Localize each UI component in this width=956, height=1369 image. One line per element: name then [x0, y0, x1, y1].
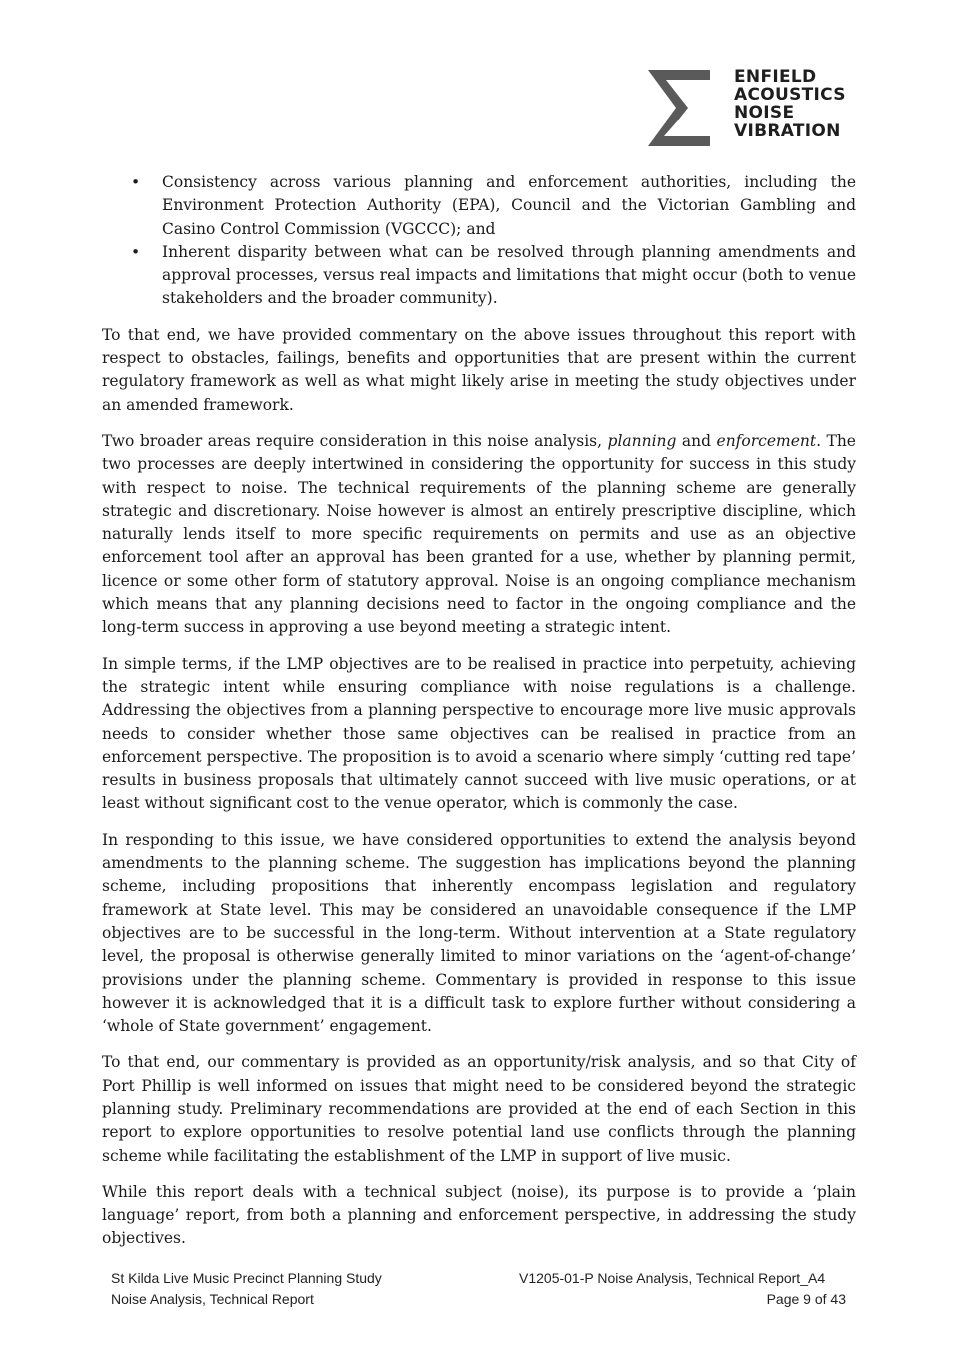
paragraph	[102, 430, 856, 640]
bullet-list	[102, 171, 856, 311]
paragraph: To that end, our commentary is provided as an opportunity/risk analysis, and so that City of Port Phillip is well informed on issues that might need to be considered beyond the strategic planning study. Preliminary recommendations are provided at the end of each Section in this report to explore opportunities to resolve potential land use conflicts through the planning scheme while facilitating the establishment of the LMP in support of live music.	[102, 1053, 856, 1165]
paragraph: While this report deals with a technical subject (noise), its purpose is to provide a ‘plain language’ report, from both a planning and enforcement perspective, in addressing the study objectives.	[102, 1182, 856, 1248]
company-logo	[648, 68, 848, 148]
paragraph: In responding to this issue, we have considered opportunities to extend the analysis beyond amendments to the planning scheme. The suggestion has implications beyond the planning scheme, including propositions that inherently encompass legislation and regulatory framework at State level. This may be considered an unavoidable consequence if the LMP objectives are to be successful in the long-term. Without intervention at a State regulatory level, the proposal is otherwise generally limited to minor variations on the ‘agent-of-change’ provisions under the planning scheme. Commentary is provided in response to this issue however it is acknowledged that it is a difficult task to explore further without considering a ‘whole of State government’ engagement.	[102, 830, 856, 1036]
footer-document-reference: V1205-01-P Noise Analysis, Technical Report_A4	[519, 1270, 826, 1286]
sigma-logo-icon	[648, 70, 718, 146]
footer-study-title: St Kilda Live Music Precinct Planning Study	[111, 1270, 382, 1286]
bullet-icon: •	[131, 242, 141, 261]
logo-line-4: VIBRATION	[734, 121, 841, 141]
paragraph-text: and	[676, 431, 717, 450]
footer-right	[519, 1268, 846, 1310]
logo-line-2: ACOUSTICS	[734, 85, 846, 105]
bullet-icon: •	[131, 173, 141, 191]
logo-line-1: ENFIELD	[734, 67, 817, 87]
logo-line-3: NOISE	[734, 103, 795, 123]
footer-report-title: Noise Analysis, Technical Report	[111, 1291, 314, 1307]
logo-wordmark	[734, 68, 846, 140]
paragraph-text: . The two processes are deeply intertwined in considering the opportunity for success in this study with respect to noise. The technical requirements of the planning scheme are generally strategic and discretionary. Noise however is almost an entirely prescriptive discipline, which naturally lends itself to more specific requirements on permits and use as an objective enforcement tool after an approval has been granted for a use, whether by planning permit, licence or some other form of statutory approval. Noise is an ongoing compliance mechanism which means that any planning decisions need to factor in the ongoing compliance and the long-term success in approving a use beyond meeting a strategic intent.	[102, 431, 856, 637]
paragraph: To that end, we have provided commentary on the above issues throughout this report with respect to obstacles, failings, benefits and opportunities that are present within the current regulatory framework as well as what might likely arise in meeting the study objectives under an amended framework.	[102, 325, 856, 414]
bullet-text: Consistency across various planning and enforcement authorities, including the Environment Protection Authority (EPA), Council and the Victorian Gambling and Casino Control Commission (VGCCC); and	[162, 173, 856, 238]
footer-page-number: Page 9 of 43	[766, 1291, 846, 1307]
paragraph: In simple terms, if the LMP objectives are to be realised in practice into perpetuity, achieving the strategic intent while ensuring compliance with noise regulations is a challenge. Addressing the objectives from a planning perspective to encourage more live music approvals needs to consider whether those same objectives can be realised in practice from an enforcement perspective. The proposition is to avoid a scenario where simply ‘cutting red tape’ results in business proposals that ultimately cannot succeed with live music operations, or at least without significant cost to the venue operator, which is commonly the case.	[102, 654, 856, 813]
bullet-item	[102, 171, 856, 241]
footer-left	[111, 1268, 382, 1310]
emphasis-enforcement: enforcement	[716, 431, 817, 450]
paragraph-text: Two broader areas require consideration in this noise analysis,	[102, 431, 608, 450]
body-text	[102, 171, 856, 1251]
emphasis-planning: planning	[607, 431, 677, 450]
bullet-item	[102, 241, 856, 311]
bullet-text: Inherent disparity between what can be resolved through planning amendments and approval processes, versus real impacts and limitations that might occur (both to venue stakeholders and the broader community).	[162, 242, 856, 308]
